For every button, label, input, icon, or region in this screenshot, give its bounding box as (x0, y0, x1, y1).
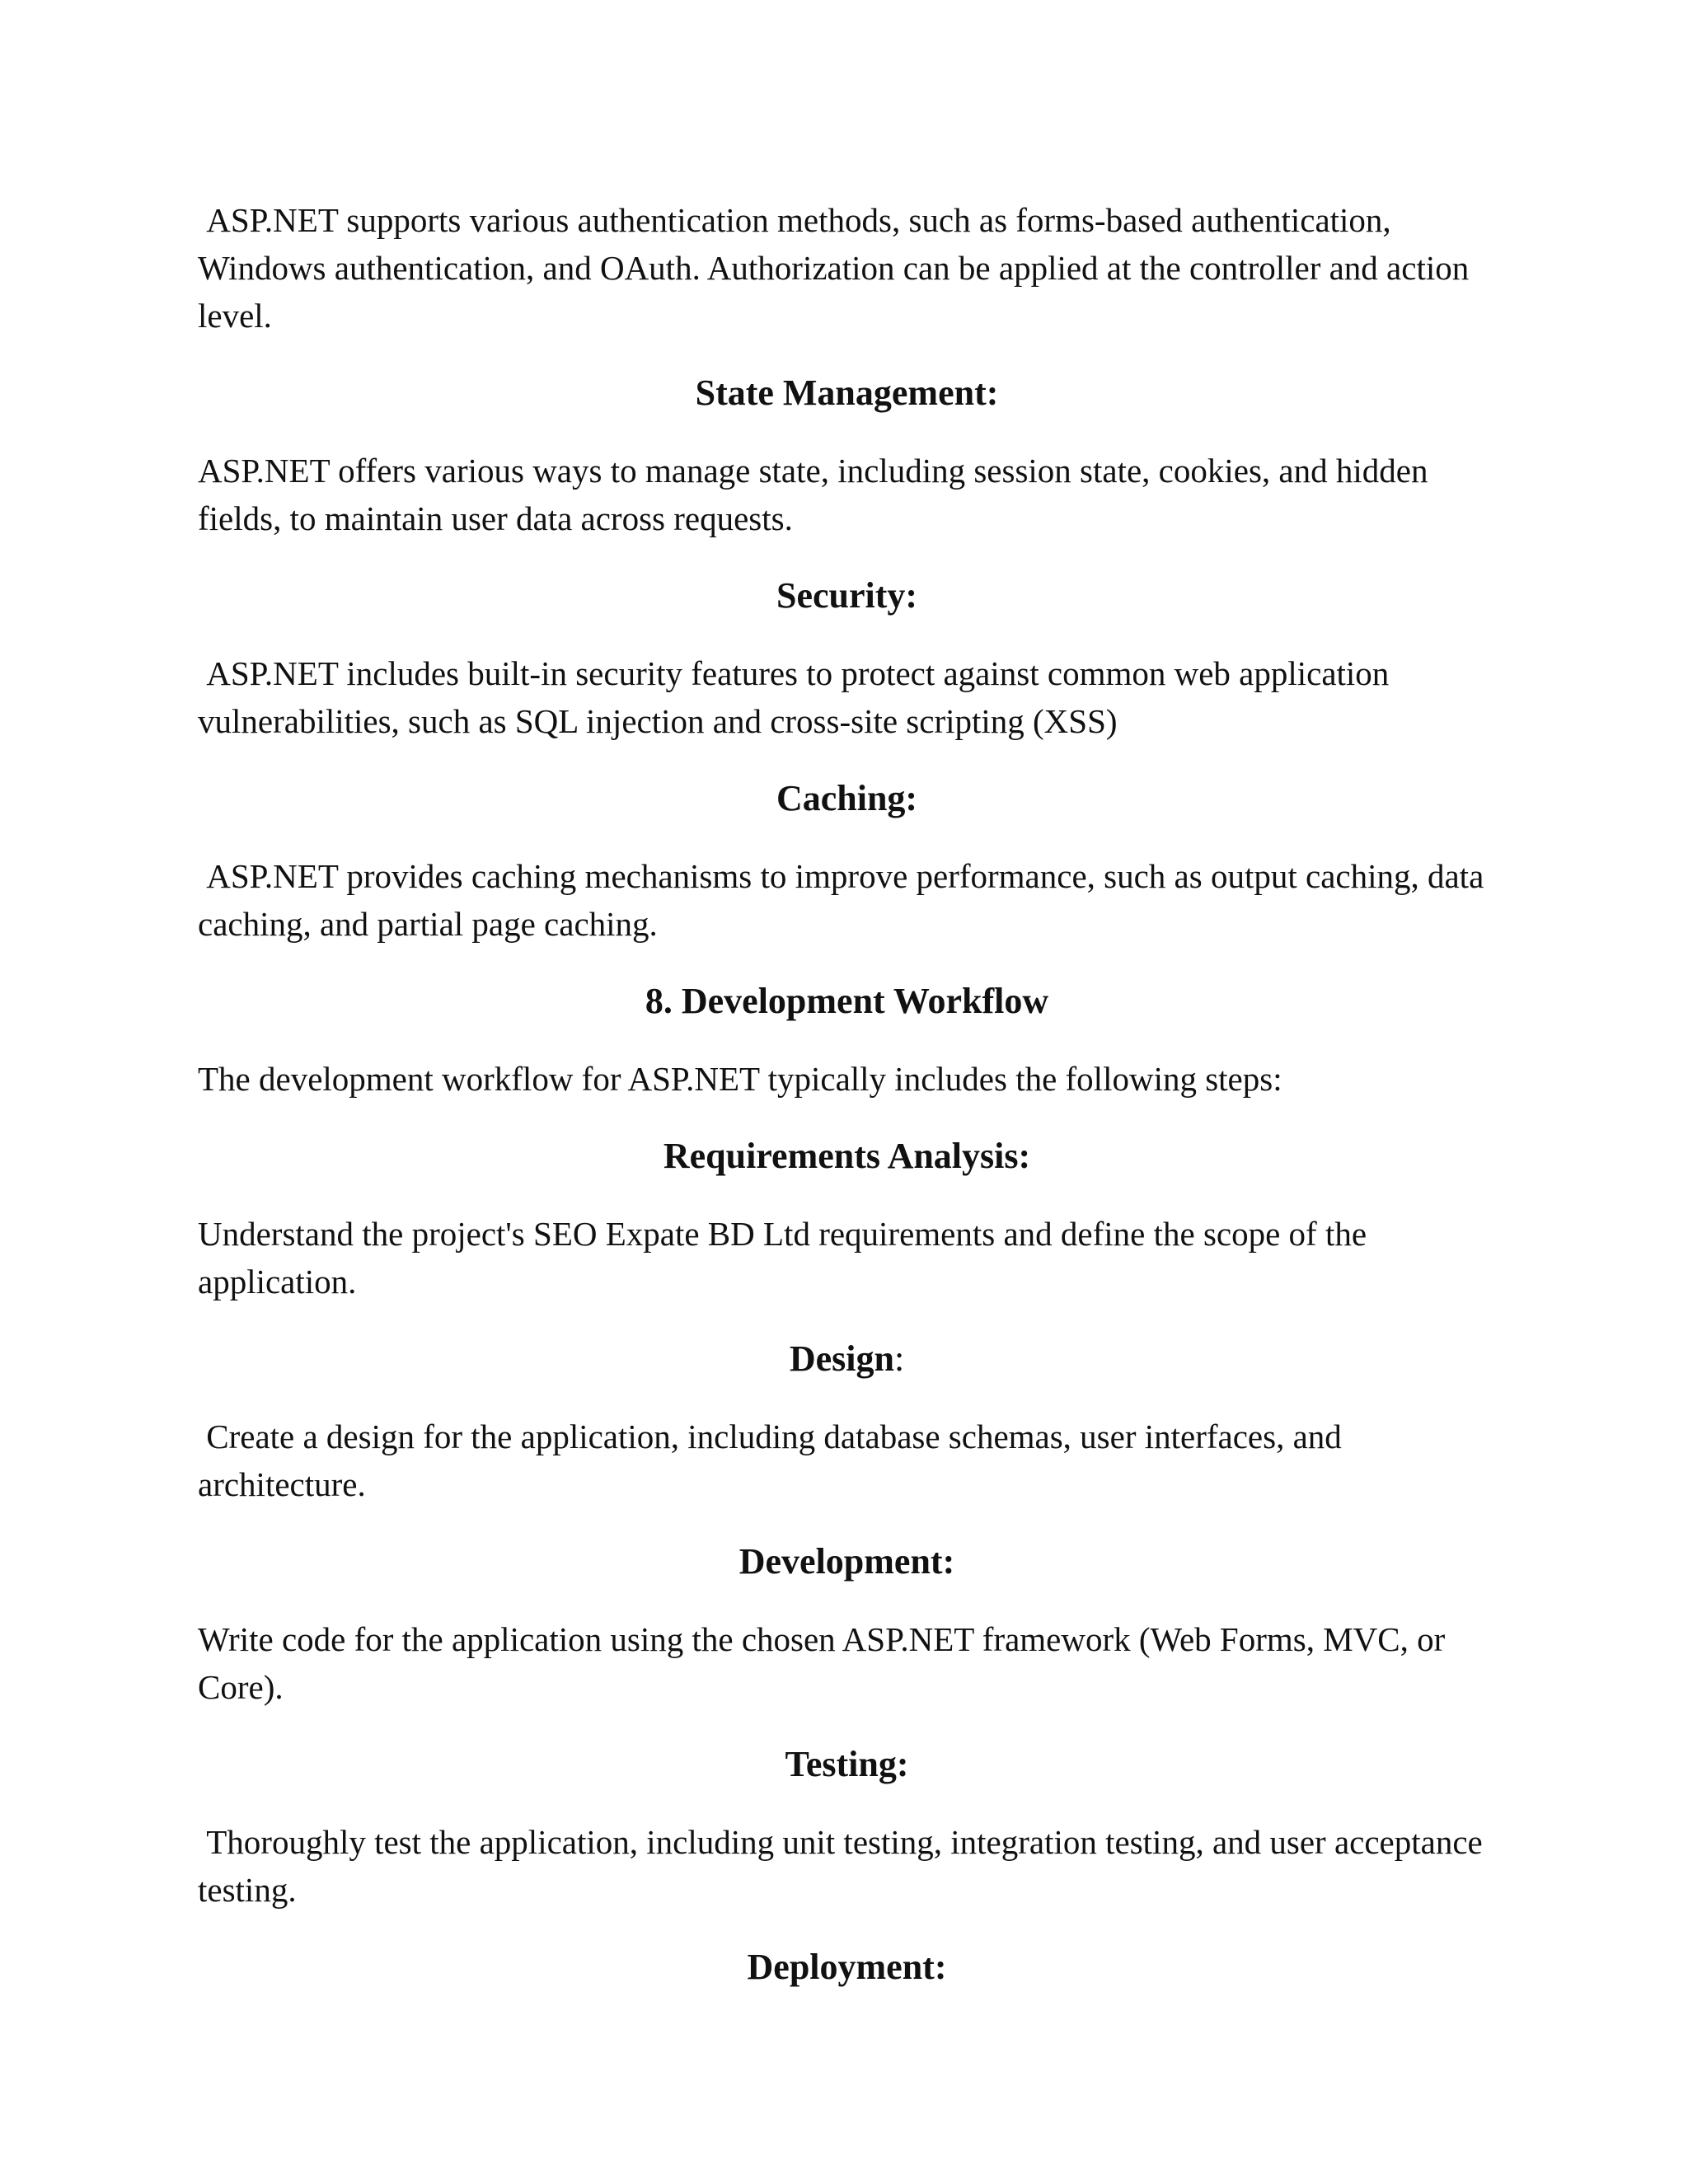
paragraph-requirements-analysis: Understand the project's SEO Expate BD Ltd requirements and define the scope of the application. (198, 1215, 1376, 1301)
heading-state-management: State Management: (695, 373, 999, 413)
paragraph-design: Create a design for the application, including database schemas, user interfaces, and architecture. (198, 1418, 1351, 1503)
heading-development-workflow: 8. Development Workflow (645, 981, 1049, 1021)
paragraph-development-workflow: The development workflow for ASP.NET typically includes the following steps: (198, 1060, 1282, 1098)
heading-deployment: Deployment: (747, 1947, 947, 1987)
paragraph-testing: Thoroughly test the application, including unit testing, integration testing, and user acceptance testing. (198, 1823, 1491, 1909)
paragraph-authentication: ASP.NET supports various authentication methods, such as forms-based authentication, Windows authentication, and OAuth. Authorization can be applied at the controller and action level. (198, 201, 1478, 335)
paragraph-development: Write code for the application using the chosen ASP.NET framework (Web Forms, MVC, or Core). (198, 1620, 1454, 1706)
heading-caching: Caching: (776, 778, 918, 818)
heading-design-label: Design (789, 1338, 894, 1379)
heading-security: Security: (776, 575, 918, 616)
paragraph-state-management: ASP.NET offers various ways to manage state, including session state, cookies, and hidden fields, to maintain user data across requests. (198, 452, 1437, 537)
heading-requirements-analysis: Requirements Analysis: (663, 1136, 1031, 1176)
paragraph-caching: ASP.NET provides caching mechanisms to improve performance, such as output caching, data caching, and partial page caching. (198, 857, 1493, 943)
paragraph-security: ASP.NET includes built-in security features to protect against common web application vulnerabilities, such as SQL injection and cross-site scripting (XSS) (198, 654, 1398, 740)
heading-design (198, 1335, 1496, 1383)
document-body (198, 196, 1496, 2021)
heading-testing: Testing: (785, 1744, 909, 1784)
heading-design-colon: : (893, 1338, 905, 1379)
heading-development: Development: (738, 1541, 955, 1582)
